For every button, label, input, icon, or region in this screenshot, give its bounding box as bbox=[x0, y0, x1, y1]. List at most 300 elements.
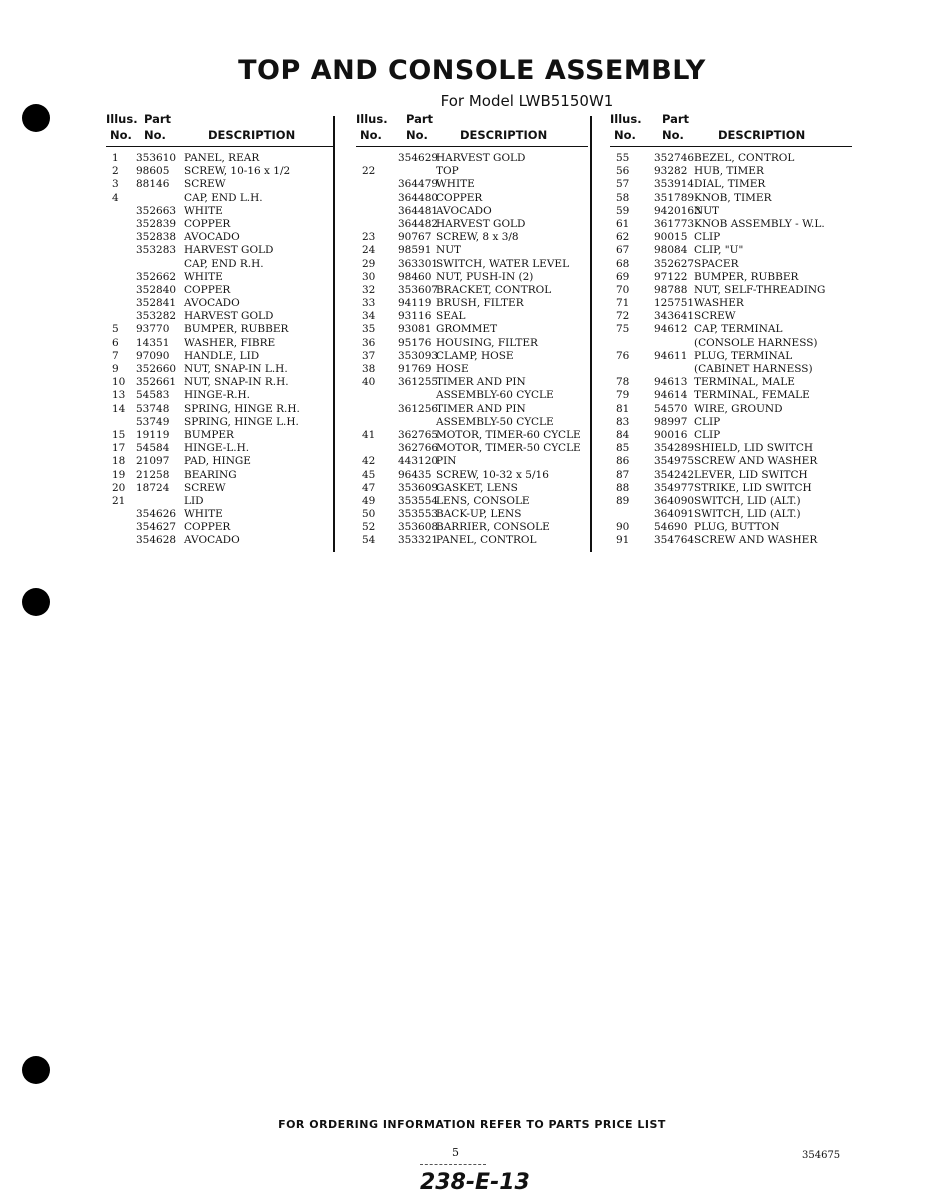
parts-row bbox=[356, 534, 588, 547]
parts-row bbox=[356, 337, 588, 350]
part-number: 93282 bbox=[654, 165, 688, 178]
illus-number: 69 bbox=[616, 270, 630, 283]
illus-number: 87 bbox=[616, 468, 630, 481]
parts-row bbox=[610, 271, 852, 284]
part-description: CLIP bbox=[694, 415, 721, 428]
parts-row bbox=[610, 442, 852, 455]
part-description: KNOB, TIMER bbox=[694, 191, 772, 204]
part-description: CLIP bbox=[694, 231, 721, 244]
parts-rows bbox=[610, 147, 852, 548]
part-number: 93770 bbox=[136, 323, 170, 336]
column-divider bbox=[590, 116, 592, 552]
part-description: CAP, END L.H. bbox=[184, 191, 263, 204]
illus-number: 21 bbox=[112, 494, 126, 507]
parts-row bbox=[356, 323, 588, 336]
illus-number: 18 bbox=[112, 455, 126, 468]
parts-row bbox=[610, 205, 852, 218]
parts-column-2 bbox=[356, 112, 588, 548]
part-description: HINGE-L.H. bbox=[184, 442, 250, 455]
illus-number: 34 bbox=[362, 310, 376, 323]
parts-row bbox=[610, 165, 852, 178]
parts-row bbox=[356, 416, 588, 429]
parts-row bbox=[106, 455, 334, 468]
illus-number: 37 bbox=[362, 349, 376, 362]
illus-number: 10 bbox=[112, 376, 126, 389]
part-description: HOSE bbox=[436, 363, 469, 375]
part-description: PANEL, CONTROL bbox=[436, 534, 537, 547]
part-number: 353914 bbox=[654, 178, 695, 191]
parts-row bbox=[356, 258, 588, 271]
part-description: SCREW, 10-32 x 5/16 bbox=[436, 468, 549, 481]
part-number: 353607 bbox=[398, 283, 439, 296]
parts-row bbox=[106, 482, 334, 495]
parts-row bbox=[356, 350, 588, 363]
illus-number: 75 bbox=[616, 323, 630, 336]
parts-row bbox=[356, 389, 588, 402]
part-description: BEZEL, CONTROL bbox=[694, 152, 795, 164]
part-description: AVOCADO bbox=[184, 231, 240, 244]
illus-no-header: No. bbox=[360, 128, 382, 142]
parts-row bbox=[356, 152, 588, 165]
illus-number: 32 bbox=[362, 283, 376, 296]
illus-number: 58 bbox=[616, 191, 630, 204]
illus-number: 41 bbox=[362, 428, 376, 441]
part-description: WHITE bbox=[436, 178, 475, 191]
parts-row bbox=[106, 165, 334, 178]
part-description: NUT, SELF-THREADING bbox=[694, 283, 826, 296]
part-description: WHITE bbox=[184, 508, 223, 521]
illus-number: 71 bbox=[616, 297, 630, 310]
parts-row bbox=[610, 231, 852, 244]
part-number: 361256 bbox=[398, 402, 439, 415]
part-description: SCREW bbox=[694, 310, 736, 323]
part-number: 54690 bbox=[654, 521, 688, 534]
parts-row bbox=[356, 297, 588, 310]
part-number: 98605 bbox=[136, 165, 170, 178]
part-description: AVOCADO bbox=[436, 204, 492, 217]
part-description: SWITCH, WATER LEVEL bbox=[436, 257, 570, 270]
part-number: 354629 bbox=[398, 152, 439, 164]
illus-number: 22 bbox=[362, 165, 376, 178]
part-description: SHIELD, LID SWITCH bbox=[694, 442, 814, 455]
parts-row bbox=[106, 297, 334, 310]
illus-number: 86 bbox=[616, 455, 630, 468]
part-description: COPPER bbox=[436, 191, 483, 204]
parts-row bbox=[356, 205, 588, 218]
illus-number: 57 bbox=[616, 178, 630, 191]
part-description: BRACKET, CONTROL bbox=[436, 283, 552, 296]
parts-row bbox=[610, 508, 852, 521]
part-description: PLUG, TERMINAL bbox=[694, 349, 793, 362]
parts-row bbox=[610, 389, 852, 402]
part-number: 364481 bbox=[398, 204, 439, 217]
part-number: 353610 bbox=[136, 152, 177, 164]
parts-row bbox=[356, 178, 588, 191]
part-description: MOTOR, TIMER-50 CYCLE bbox=[436, 442, 581, 455]
part-number: 53749 bbox=[136, 415, 170, 428]
part-number: 98460 bbox=[398, 270, 432, 283]
parts-row bbox=[106, 310, 334, 323]
part-description: SCREW bbox=[184, 178, 226, 191]
part-number: 361255 bbox=[398, 376, 439, 389]
parts-row bbox=[610, 258, 852, 271]
parts-row bbox=[356, 271, 588, 284]
parts-row bbox=[356, 508, 588, 521]
part-description: WHITE bbox=[184, 204, 223, 217]
parts-column-3 bbox=[610, 112, 852, 548]
parts-row bbox=[356, 442, 588, 455]
part-description: WHITE bbox=[184, 270, 223, 283]
parts-row bbox=[610, 178, 852, 191]
handwritten-note: 238-E-13 bbox=[420, 1170, 530, 1195]
illus-number: 55 bbox=[616, 152, 630, 164]
parts-row bbox=[356, 310, 588, 323]
illus-number: 9 bbox=[112, 363, 119, 375]
part-number: 352660 bbox=[136, 363, 177, 375]
illus-number: 88 bbox=[616, 481, 630, 494]
illus-number: 45 bbox=[362, 468, 376, 481]
parts-row bbox=[610, 363, 852, 376]
illus-number: 1 bbox=[112, 152, 119, 164]
parts-row bbox=[610, 534, 852, 547]
parts-row bbox=[356, 244, 588, 257]
part-description: PLUG, BUTTON bbox=[694, 521, 780, 534]
parts-row bbox=[356, 376, 588, 389]
punch-hole-bottom bbox=[22, 1056, 50, 1084]
illus-number: 89 bbox=[616, 494, 630, 507]
part-number: 352840 bbox=[136, 283, 177, 296]
column-header bbox=[356, 112, 588, 147]
illus-number: 2 bbox=[112, 165, 119, 178]
parts-rows bbox=[106, 147, 334, 548]
part-description: AVOCADO bbox=[184, 297, 240, 310]
parts-row bbox=[610, 495, 852, 508]
part-description: WASHER bbox=[694, 297, 744, 310]
punch-hole-middle bbox=[22, 588, 50, 616]
part-number: 361773 bbox=[654, 217, 695, 230]
part-description: SPRING, HINGE R.H. bbox=[184, 402, 300, 415]
description-header: DESCRIPTION bbox=[208, 128, 296, 142]
illus-number: 23 bbox=[362, 231, 376, 244]
part-number: 364482 bbox=[398, 217, 439, 230]
part-description: BRUSH, FILTER bbox=[436, 297, 524, 310]
part-number: 97090 bbox=[136, 349, 170, 362]
parts-row bbox=[106, 508, 334, 521]
parts-row bbox=[106, 376, 334, 389]
part-number: 353093 bbox=[398, 349, 439, 362]
part-description: (CABINET HARNESS) bbox=[694, 363, 813, 375]
part-description: ASSEMBLY-60 CYCLE bbox=[436, 389, 554, 402]
parts-row bbox=[356, 482, 588, 495]
part-number: 94614 bbox=[654, 389, 688, 402]
illus-number: 13 bbox=[112, 389, 126, 402]
part-number: 443120 bbox=[398, 455, 439, 468]
part-number: 363301 bbox=[398, 257, 439, 270]
illus-number: 67 bbox=[616, 244, 630, 257]
illus-number: 19 bbox=[112, 468, 126, 481]
illus-number: 49 bbox=[362, 494, 376, 507]
part-header: Part bbox=[144, 112, 172, 126]
document-number: 354675 bbox=[802, 1150, 841, 1161]
part-description: COPPER bbox=[184, 283, 231, 296]
description-header: DESCRIPTION bbox=[718, 128, 806, 142]
part-number: 54583 bbox=[136, 389, 170, 402]
part-description: WIRE, GROUND bbox=[694, 402, 783, 415]
parts-row bbox=[610, 297, 852, 310]
part-number: 93116 bbox=[398, 310, 432, 323]
page-subtitle: For Model LWB5150W1 bbox=[440, 92, 614, 110]
part-no-header: No. bbox=[662, 128, 684, 142]
part-description: GASKET, LENS bbox=[436, 481, 518, 494]
parts-row bbox=[106, 495, 334, 508]
illus-header: Illus. bbox=[610, 112, 642, 126]
part-number: 96435 bbox=[398, 468, 432, 481]
parts-row bbox=[106, 416, 334, 429]
part-number: 354626 bbox=[136, 508, 177, 521]
illus-number: 24 bbox=[362, 244, 376, 257]
part-number: 354977 bbox=[654, 481, 695, 494]
part-description: HARVEST GOLD bbox=[184, 244, 274, 257]
part-number: 93081 bbox=[398, 323, 432, 336]
part-number: 94611 bbox=[654, 349, 688, 362]
part-number: 353283 bbox=[136, 244, 177, 257]
illus-number: 42 bbox=[362, 455, 376, 468]
illus-number: 70 bbox=[616, 283, 630, 296]
part-description: CAP, TERMINAL bbox=[694, 323, 783, 336]
parts-row bbox=[610, 376, 852, 389]
part-description: ASSEMBLY-50 CYCLE bbox=[436, 415, 554, 428]
part-description: GROMMET bbox=[436, 323, 498, 336]
parts-row bbox=[106, 534, 334, 547]
illus-number: 62 bbox=[616, 231, 630, 244]
part-number: 352746 bbox=[654, 152, 695, 164]
part-number: 95176 bbox=[398, 336, 432, 349]
parts-row bbox=[356, 521, 588, 534]
illus-number: 7 bbox=[112, 349, 119, 362]
illus-number: 36 bbox=[362, 336, 376, 349]
part-description: LEVER, LID SWITCH bbox=[694, 468, 808, 481]
illus-number: 15 bbox=[112, 428, 126, 441]
part-description: HINGE-R.H. bbox=[184, 389, 251, 402]
part-number: 354975 bbox=[654, 455, 695, 468]
parts-row bbox=[356, 429, 588, 442]
part-description: PANEL, REAR bbox=[184, 152, 260, 164]
illus-no-header: No. bbox=[110, 128, 132, 142]
parts-row bbox=[106, 152, 334, 165]
part-number: 90015 bbox=[654, 231, 688, 244]
part-no-header: No. bbox=[144, 128, 166, 142]
illus-number: 14 bbox=[112, 402, 126, 415]
parts-row bbox=[356, 231, 588, 244]
illus-number: 54 bbox=[362, 534, 376, 547]
part-number: 354242 bbox=[654, 468, 695, 481]
part-number: 54584 bbox=[136, 442, 170, 455]
part-number: 343641 bbox=[654, 310, 695, 323]
part-number: 125751 bbox=[654, 297, 695, 310]
parts-row bbox=[610, 218, 852, 231]
illus-number: 85 bbox=[616, 442, 630, 455]
illus-number: 59 bbox=[616, 204, 630, 217]
illus-number: 3 bbox=[112, 178, 119, 191]
part-description: SWITCH, LID (ALT.) bbox=[694, 508, 801, 521]
part-number: 90016 bbox=[654, 428, 688, 441]
parts-row bbox=[106, 244, 334, 257]
illus-no-header: No. bbox=[614, 128, 636, 142]
parts-row bbox=[610, 152, 852, 165]
page-number: 5 bbox=[452, 1146, 459, 1159]
parts-row bbox=[106, 323, 334, 336]
illus-number: 38 bbox=[362, 363, 376, 375]
illus-number: 4 bbox=[112, 191, 119, 204]
part-number: 354628 bbox=[136, 534, 177, 547]
part-number: 98788 bbox=[654, 283, 688, 296]
column-header bbox=[106, 112, 334, 147]
part-description: CLIP, "U" bbox=[694, 244, 744, 257]
parts-row bbox=[610, 469, 852, 482]
part-description: WASHER, FIBRE bbox=[184, 336, 276, 349]
part-description: BUMPER bbox=[184, 428, 234, 441]
part-number: 352661 bbox=[136, 376, 177, 389]
page-title: TOP AND CONSOLE ASSEMBLY bbox=[238, 55, 706, 86]
part-number: 9420163 bbox=[654, 204, 701, 217]
part-number: 91769 bbox=[398, 363, 432, 375]
parts-row bbox=[356, 218, 588, 231]
parts-rows bbox=[356, 147, 588, 548]
part-number: 18724 bbox=[136, 481, 170, 494]
part-number: 98084 bbox=[654, 244, 688, 257]
part-number: 364090 bbox=[654, 494, 695, 507]
parts-row bbox=[106, 350, 334, 363]
parts-row bbox=[106, 284, 334, 297]
illus-number: 6 bbox=[112, 336, 119, 349]
part-description: TERMINAL, FEMALE bbox=[694, 389, 810, 402]
column-header bbox=[610, 112, 852, 147]
part-description: COPPER bbox=[184, 217, 231, 230]
parts-row bbox=[106, 218, 334, 231]
part-number: 94119 bbox=[398, 297, 432, 310]
illus-number: 5 bbox=[112, 323, 119, 336]
part-description: TOP bbox=[436, 165, 459, 178]
part-number: 14351 bbox=[136, 336, 170, 349]
illus-number: 20 bbox=[112, 481, 126, 494]
parts-row bbox=[610, 284, 852, 297]
parts-row bbox=[356, 192, 588, 205]
part-number: 53748 bbox=[136, 402, 170, 415]
part-description: HARVEST GOLD bbox=[436, 217, 526, 230]
parts-row bbox=[106, 205, 334, 218]
part-description: KNOB ASSEMBLY - W.L. bbox=[694, 217, 825, 230]
illus-header: Illus. bbox=[106, 112, 138, 126]
part-description: BACK-UP, LENS bbox=[436, 508, 522, 521]
part-description: AVOCADO bbox=[184, 534, 240, 547]
part-number: 353321 bbox=[398, 534, 439, 547]
part-number: 362766 bbox=[398, 442, 439, 455]
illus-number: 33 bbox=[362, 297, 376, 310]
part-description: SPACER bbox=[694, 257, 739, 270]
illus-number: 17 bbox=[112, 442, 126, 455]
illus-number: 84 bbox=[616, 428, 630, 441]
parts-row bbox=[610, 429, 852, 442]
parts-row bbox=[356, 403, 588, 416]
part-description: SCREW bbox=[184, 481, 226, 494]
part-description: SCREW, 8 x 3/8 bbox=[436, 231, 519, 244]
part-number: 354764 bbox=[654, 534, 695, 547]
illus-number: 35 bbox=[362, 323, 376, 336]
part-description: SWITCH, LID (ALT.) bbox=[694, 494, 801, 507]
part-header: Part bbox=[406, 112, 434, 126]
part-description: HUB, TIMER bbox=[694, 165, 764, 178]
part-number: 353608 bbox=[398, 521, 439, 534]
part-description: HARVEST GOLD bbox=[184, 310, 274, 323]
parts-row bbox=[106, 442, 334, 455]
parts-row bbox=[106, 178, 334, 191]
part-description: DIAL, TIMER bbox=[694, 178, 766, 191]
parts-row bbox=[106, 521, 334, 534]
part-number: 54570 bbox=[654, 402, 688, 415]
part-number: 88146 bbox=[136, 178, 170, 191]
part-description: NUT, SNAP-IN R.H. bbox=[184, 376, 289, 389]
illus-number: 83 bbox=[616, 415, 630, 428]
part-number: 90767 bbox=[398, 231, 432, 244]
part-number: 354289 bbox=[654, 442, 695, 455]
parts-row bbox=[106, 192, 334, 205]
part-description: COPPER bbox=[184, 521, 231, 534]
illus-number: 90 bbox=[616, 521, 630, 534]
ordering-info-footer: FOR ORDERING INFORMATION REFER TO PARTS PRICE LIST bbox=[278, 1118, 666, 1131]
parts-row bbox=[610, 482, 852, 495]
parts-row bbox=[610, 403, 852, 416]
parts-row bbox=[106, 403, 334, 416]
part-description: (CONSOLE HARNESS) bbox=[694, 336, 818, 349]
parts-row bbox=[106, 389, 334, 402]
illus-number: 76 bbox=[616, 349, 630, 362]
illus-number: 40 bbox=[362, 376, 376, 389]
part-description: HOUSING, FILTER bbox=[436, 336, 538, 349]
parts-row bbox=[356, 363, 588, 376]
part-description: NUT bbox=[436, 244, 462, 257]
illus-number: 78 bbox=[616, 376, 630, 389]
illus-number: 52 bbox=[362, 521, 376, 534]
part-number: 21258 bbox=[136, 468, 170, 481]
illus-number: 30 bbox=[362, 270, 376, 283]
parts-row bbox=[106, 231, 334, 244]
parts-row bbox=[610, 310, 852, 323]
part-description: TERMINAL, MALE bbox=[694, 376, 795, 389]
part-description: CLIP bbox=[694, 428, 721, 441]
parts-row bbox=[356, 455, 588, 468]
parts-column-1 bbox=[106, 112, 334, 548]
part-description: SEAL bbox=[436, 310, 466, 323]
illus-number: 79 bbox=[616, 389, 630, 402]
illus-number: 29 bbox=[362, 257, 376, 270]
illus-number: 61 bbox=[616, 217, 630, 230]
parts-row bbox=[610, 350, 852, 363]
part-description: TIMER AND PIN bbox=[436, 376, 526, 389]
part-description: LENS, CONSOLE bbox=[436, 494, 530, 507]
page-number-underline bbox=[420, 1164, 486, 1165]
part-number: 94613 bbox=[654, 376, 688, 389]
part-number: 98591 bbox=[398, 244, 432, 257]
parts-row bbox=[610, 244, 852, 257]
part-description: BEARING bbox=[184, 468, 237, 481]
parts-row bbox=[610, 337, 852, 350]
part-number: 19119 bbox=[136, 428, 170, 441]
part-number: 364480 bbox=[398, 191, 439, 204]
parts-row bbox=[610, 455, 852, 468]
part-description: BUMPER, RUBBER bbox=[694, 270, 799, 283]
parts-row bbox=[106, 337, 334, 350]
description-header: DESCRIPTION bbox=[460, 128, 548, 142]
